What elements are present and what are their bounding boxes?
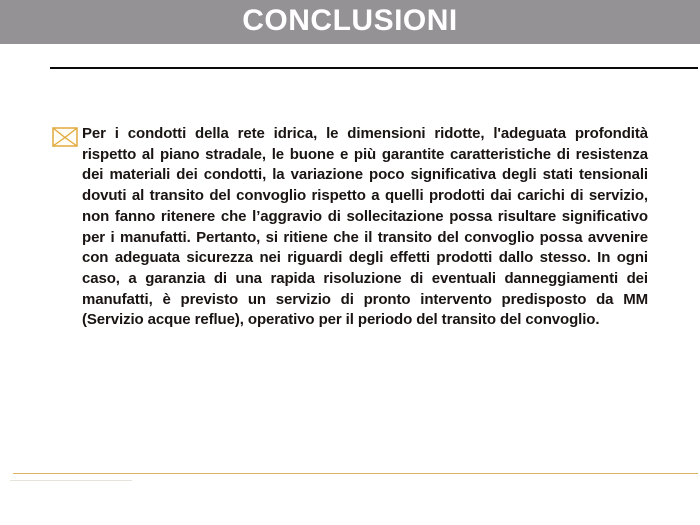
slide-header	[0, 0, 700, 44]
title-underline	[50, 67, 698, 69]
footer-line-secondary	[10, 480, 132, 481]
slide-title: CONCLUSIONI	[242, 4, 458, 37]
body-paragraph: Per i condotti della rete idrica, le dimensioni ridotte, l'adeguata profondità rispetto al piano stradale, le buone e più garantite caratteristiche di resistenza dei materiali dei condotti, la variazione poco significativa degli stati tensionali dovuti al transito del convoglio rispetto a quelli prodotti dai carichi di servizio, non fanno ritenere che l’aggravio di sollecitazione possa risultare significativo per i manufatti. Pertanto, si ritiene che il transito del convoglio possa avvenire con adeguata sicurezza nei riguardi degli effetti prodotti dallo stesso. In ogni caso, a garanzia di una rapida risoluzione di eventuali danneggiamenti dei manufatti, è previsto un servizio di pronto intervento predisposto da MM (Servizio acque reflue), operativo per il periodo del transito del convoglio.	[82, 125, 648, 329]
envelope-icon	[52, 127, 78, 147]
footer-line	[13, 473, 698, 474]
